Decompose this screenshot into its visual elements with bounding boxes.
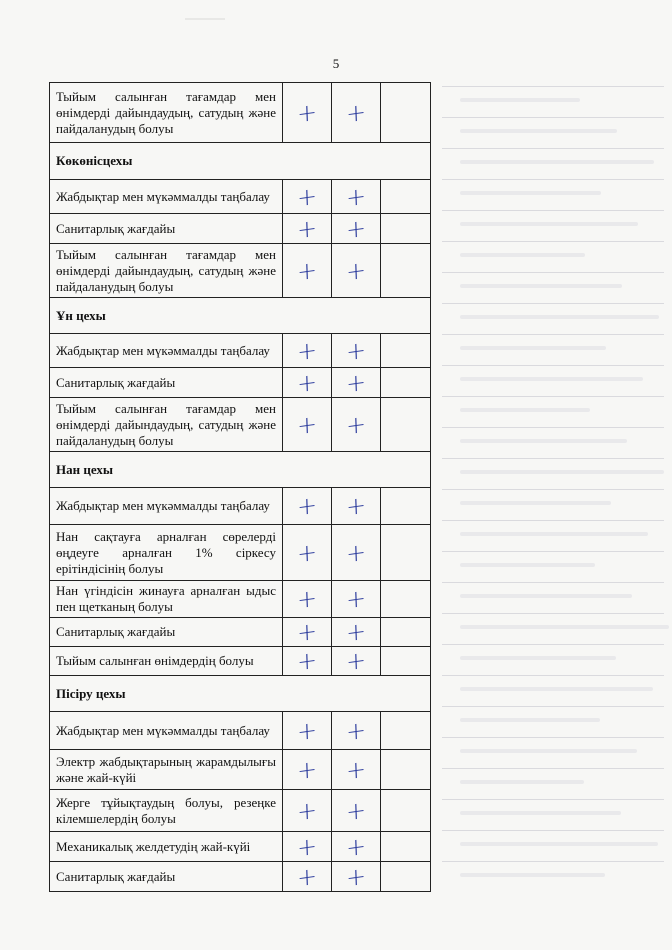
ghost-text <box>460 873 605 877</box>
requirement-label: Жабдықтар мен мүкәммалды таңбалау <box>50 180 283 214</box>
ghost-text <box>460 470 664 474</box>
handwritten-check-mark <box>332 180 381 214</box>
handwritten-check-mark <box>283 244 332 298</box>
handwritten-check-mark <box>283 398 332 452</box>
ghost-text <box>460 656 616 660</box>
reverse-side-bleed-through <box>434 78 672 898</box>
handwritten-check-mark <box>283 368 332 398</box>
handwritten-check-mark <box>332 368 381 398</box>
ghost-text <box>460 129 617 133</box>
handwritten-check-mark <box>332 214 381 244</box>
ghost-line <box>442 768 664 769</box>
ghost-line <box>442 86 664 87</box>
empty-cell <box>381 525 431 581</box>
check-mark-glyph: + <box>296 754 318 785</box>
handwritten-check-mark <box>332 334 381 368</box>
section-title: Пісіру цехы <box>50 676 431 712</box>
ghost-line <box>442 489 664 490</box>
requirement-label: Тыйым салынған өнімдердің болуы <box>50 647 283 676</box>
check-mark-glyph: + <box>296 831 318 862</box>
ghost-text <box>460 315 659 319</box>
handwritten-check-mark <box>332 647 381 676</box>
checklist-row <box>50 398 431 452</box>
handwritten-check-mark <box>332 790 381 832</box>
ghost-line <box>442 551 664 552</box>
ghost-text <box>460 532 648 536</box>
requirement-label: Тыйым салынған тағамдар мен өнімдерді дайындаудың, сатудың және пайдаланудың болуы <box>50 83 283 143</box>
check-mark-glyph: + <box>296 795 318 826</box>
check-mark-glyph: + <box>345 409 367 440</box>
check-mark-glyph: + <box>296 367 318 398</box>
ghost-line <box>442 458 664 459</box>
check-mark-glyph: + <box>296 490 318 522</box>
ghost-line <box>442 334 664 335</box>
checklist-row <box>50 581 431 618</box>
check-mark-glyph: + <box>296 409 318 440</box>
requirement-label: Жабдықтар мен мүкәммалды таңбалау <box>50 334 283 368</box>
checklist-row <box>50 180 431 214</box>
ghost-text <box>460 687 653 691</box>
empty-cell <box>381 244 431 298</box>
ghost-text <box>460 191 601 195</box>
section-row <box>50 452 431 488</box>
empty-cell <box>381 488 431 525</box>
handwritten-check-mark <box>283 790 332 832</box>
check-mark-glyph: + <box>345 715 367 746</box>
ghost-line <box>442 303 664 304</box>
checklist-row <box>50 750 431 790</box>
empty-cell <box>381 180 431 214</box>
ghost-line <box>442 799 664 800</box>
ghost-line <box>442 582 664 583</box>
handwritten-check-mark <box>332 750 381 790</box>
check-mark-glyph: + <box>296 537 318 568</box>
checklist-row <box>50 790 431 832</box>
section-title: Нан цехы <box>50 452 431 488</box>
handwritten-check-mark <box>283 750 332 790</box>
handwritten-check-mark <box>332 832 381 862</box>
handwritten-check-mark <box>283 83 332 143</box>
requirement-label: Нан сақтауға арналған сөрелерді өңдеуге арналған 1% сіркесу ерітіндісінің болуы <box>50 525 283 581</box>
ghost-text <box>460 253 585 257</box>
handwritten-check-mark <box>283 647 332 676</box>
ghost-line <box>442 148 664 149</box>
handwritten-check-mark <box>283 214 332 244</box>
checklist-row <box>50 488 431 525</box>
requirement-label: Санитарлық жағдайы <box>50 214 283 244</box>
ghost-line <box>442 737 664 738</box>
requirement-label: Жерге тұйықтаудың болуы, резеңке кілемшелердің болуы <box>50 790 283 832</box>
ghost-text <box>460 842 658 846</box>
section-title: Ұн цехы <box>50 298 431 334</box>
handwritten-check-mark <box>283 581 332 618</box>
handwritten-check-mark <box>283 488 332 525</box>
ghost-text <box>460 222 638 226</box>
check-mark-glyph: + <box>296 583 318 615</box>
ghost-line <box>442 613 664 614</box>
check-mark-glyph: + <box>345 537 367 568</box>
requirement-label: Жабдықтар мен мүкәммалды таңбалау <box>50 712 283 750</box>
handwritten-check-mark <box>332 244 381 298</box>
empty-cell <box>381 368 431 398</box>
ghost-text <box>460 408 590 412</box>
section-row <box>50 298 431 334</box>
ghost-line <box>442 427 664 428</box>
handwritten-check-mark <box>283 618 332 647</box>
requirement-label: Нан үгіндісін жинауға арналған ыдыс пен щетканың болуы <box>50 581 283 618</box>
check-mark-glyph: + <box>345 645 367 677</box>
handwritten-check-mark <box>332 618 381 647</box>
empty-cell <box>381 581 431 618</box>
checklist-row <box>50 244 431 298</box>
section-row <box>50 143 431 180</box>
check-mark-glyph: + <box>345 335 367 366</box>
checklist-row <box>50 83 431 143</box>
check-mark-glyph: + <box>345 255 367 286</box>
handwritten-check-mark <box>283 525 332 581</box>
check-mark-glyph: + <box>345 795 367 826</box>
ghost-line <box>442 365 664 366</box>
ghost-line <box>442 179 664 180</box>
handwritten-check-mark <box>332 398 381 452</box>
handwritten-check-mark <box>332 712 381 750</box>
requirement-label: Санитарлық жағдайы <box>50 618 283 647</box>
check-mark-glyph: + <box>296 335 318 366</box>
empty-cell <box>381 398 431 452</box>
checklist-row <box>50 368 431 398</box>
check-mark-glyph: + <box>296 616 318 648</box>
ghost-text <box>460 160 654 164</box>
check-mark-glyph: + <box>296 97 318 128</box>
section-title: Көкөнісцехы <box>50 143 431 180</box>
checklist-row <box>50 832 431 862</box>
ghost-text <box>460 718 600 722</box>
check-mark-glyph: + <box>345 616 367 648</box>
scan-speck <box>185 18 225 20</box>
ghost-text <box>460 780 584 784</box>
ghost-line <box>442 210 664 211</box>
ghost-line <box>442 675 664 676</box>
checklist-row <box>50 525 431 581</box>
empty-cell <box>381 790 431 832</box>
empty-cell <box>381 712 431 750</box>
ghost-text <box>460 377 643 381</box>
requirement-label: Тыйым салынған тағамдар мен өнімдерді дайындаудың, сатудың және пайдаланудың болуы <box>50 398 283 452</box>
requirement-label: Санитарлық жағдайы <box>50 368 283 398</box>
ghost-line <box>442 644 664 645</box>
check-mark-glyph: + <box>296 181 318 212</box>
check-mark-glyph: + <box>345 754 367 785</box>
ghost-text <box>460 98 580 102</box>
empty-cell <box>381 618 431 647</box>
checklist-row <box>50 334 431 368</box>
ghost-line <box>442 706 664 707</box>
handwritten-check-mark <box>283 334 332 368</box>
requirement-label: Жабдықтар мен мүкәммалды таңбалау <box>50 488 283 525</box>
handwritten-check-mark <box>332 83 381 143</box>
check-mark-glyph: + <box>296 645 318 677</box>
check-mark-glyph: + <box>345 490 367 522</box>
requirement-label: Санитарлық жағдайы <box>50 862 283 892</box>
check-mark-glyph: + <box>345 861 367 892</box>
ghost-line <box>442 117 664 118</box>
check-mark-glyph: + <box>345 367 367 398</box>
ghost-text <box>460 625 669 629</box>
handwritten-check-mark <box>283 712 332 750</box>
check-mark-glyph: + <box>345 181 367 212</box>
empty-cell <box>381 334 431 368</box>
check-mark-glyph: + <box>345 583 367 615</box>
empty-cell <box>381 214 431 244</box>
handwritten-check-mark <box>283 832 332 862</box>
empty-cell <box>381 832 431 862</box>
checklist-row <box>50 618 431 647</box>
check-mark-glyph: + <box>345 97 367 128</box>
ghost-text <box>460 563 595 567</box>
handwritten-check-mark <box>332 862 381 892</box>
empty-cell <box>381 83 431 143</box>
handwritten-check-mark <box>283 862 332 892</box>
page-number: 5 <box>332 56 340 71</box>
check-mark-glyph: + <box>345 213 367 244</box>
empty-cell <box>381 750 431 790</box>
ghost-line <box>442 241 664 242</box>
handwritten-check-mark <box>332 525 381 581</box>
handwritten-check-mark <box>332 488 381 525</box>
checklist-row <box>50 647 431 676</box>
ghost-text <box>460 811 621 815</box>
check-mark-glyph: + <box>296 861 318 892</box>
section-row <box>50 676 431 712</box>
ghost-text <box>460 284 622 288</box>
ghost-line <box>442 830 664 831</box>
check-mark-glyph: + <box>296 213 318 244</box>
ghost-line <box>442 396 664 397</box>
ghost-text <box>460 346 606 350</box>
ghost-text <box>460 749 637 753</box>
empty-cell <box>381 862 431 892</box>
check-mark-glyph: + <box>296 715 318 746</box>
check-mark-glyph: + <box>345 831 367 862</box>
check-mark-glyph: + <box>296 255 318 286</box>
requirement-label: Механикалық желдетудің жай-күйі <box>50 832 283 862</box>
checklist-table <box>49 82 431 892</box>
checklist-row <box>50 712 431 750</box>
checklist-row <box>50 214 431 244</box>
ghost-line <box>442 272 664 273</box>
handwritten-check-mark <box>283 180 332 214</box>
requirement-label: Тыйым салынған тағамдар мен өнімдерді дайындаудың, сатудың және пайдаланудың болуы <box>50 244 283 298</box>
ghost-line <box>442 520 664 521</box>
requirement-label: Электр жабдықтарының жарамдылығы және жай-күйі <box>50 750 283 790</box>
handwritten-check-mark <box>332 581 381 618</box>
ghost-text <box>460 594 632 598</box>
ghost-text <box>460 439 627 443</box>
ghost-line <box>442 861 664 862</box>
ghost-text <box>460 501 611 505</box>
checklist-row <box>50 862 431 892</box>
empty-cell <box>381 647 431 676</box>
